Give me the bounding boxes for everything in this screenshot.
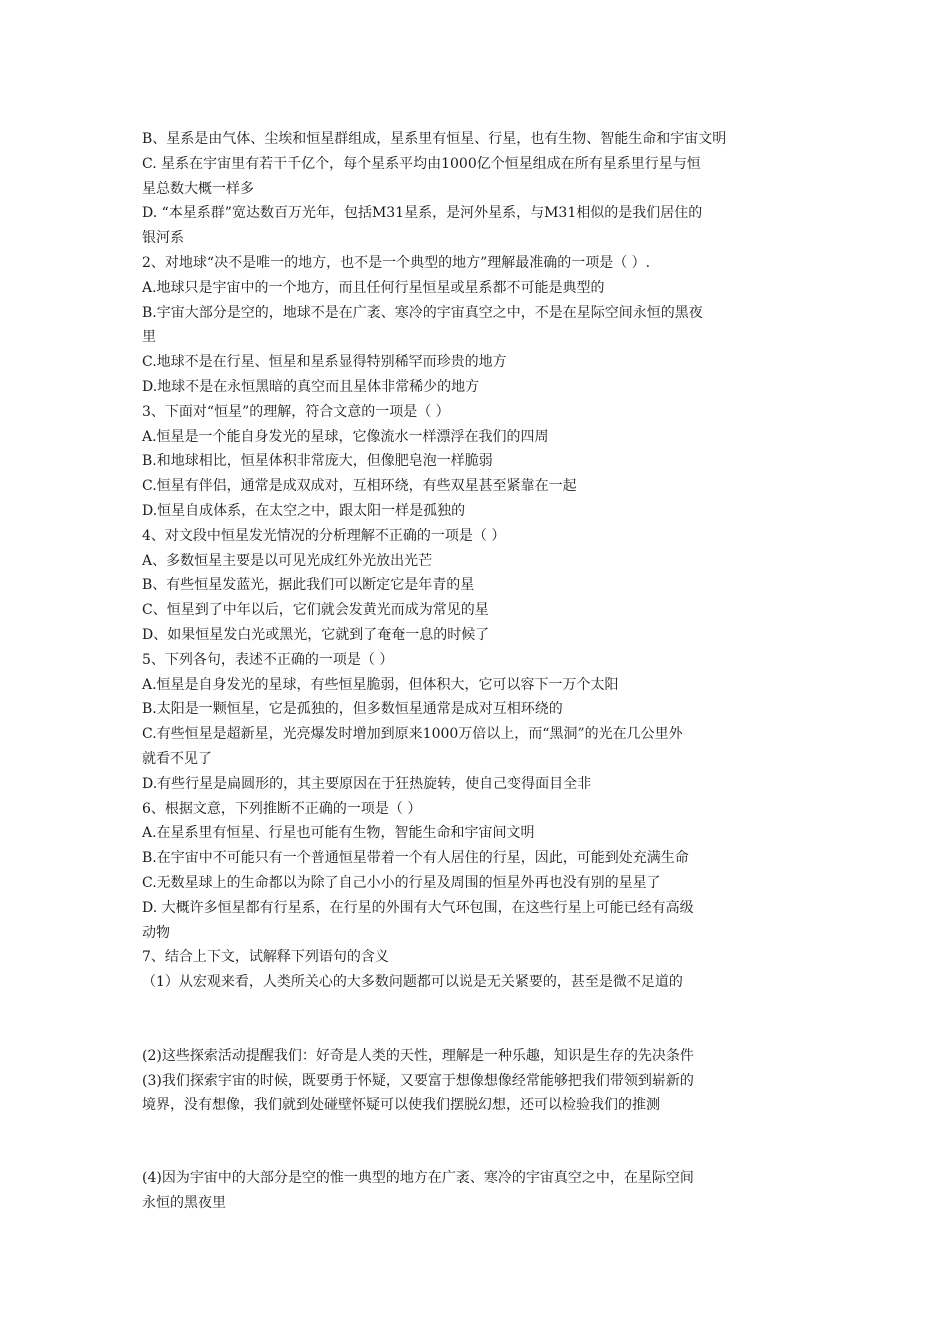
text-line: 5、下列各句，表述不正确的一项是（ ） — [142, 651, 394, 668]
sentence-block-4 — [142, 1166, 822, 1216]
text-line: 境界，没有想像，我们就到处碰壁怀疑可以使我们摆脱幻想，还可以检验我们的推测 — [142, 1097, 660, 1114]
text-line: A.恒星是自身发光的星球，有些恒星脆弱，但体积大，它可以容下一万个太阳 — [142, 676, 619, 693]
text-line: 3、下面对“恒星”的理解，符合文意的一项是（ ） — [142, 403, 450, 420]
text-line: A.在星系里有恒星、行星也可能有生物，智能生命和宇宙间文明 — [142, 825, 535, 842]
text-line: D.地球不是在永恒黑暗的真空而且星体非常稀少的地方 — [142, 378, 480, 395]
text-line: (4)因为宇宙中的大部分是空的惟一典型的地方在广袤、寒冷的宇宙真空之中，在星际空间 — [142, 1170, 694, 1187]
text-line: A.地球只是宇宙中的一个地方，而且任何行星恒星或星系都不可能是典型的 — [142, 279, 605, 296]
questions-block — [142, 127, 822, 995]
text-line: C.无数星球上的生命都以为除了自己小小的行星及周围的恒星外再也没有别的星星了 — [142, 874, 661, 891]
text-line: A.恒星是一个能自身发光的星球，它像流水一样漂浮在我们的四周 — [142, 428, 549, 445]
text-line: 星总数大概一样多 — [142, 180, 254, 197]
text-line: 4、对文段中恒星发光情况的分析理解不正确的一项是（ ） — [142, 527, 506, 544]
text-line: B.太阳是一颗恒星，它是孤独的，但多数恒星通常是成对互相环绕的 — [142, 701, 563, 718]
text-line: C、恒星到了中年以后，它们就会发黄光而成为常见的星 — [142, 602, 489, 619]
answer-space-1 — [142, 995, 822, 1044]
text-line: C.有些恒星是超新星，光亮爆发时增加到原来1000万倍以上，而“黑洞”的光在几公里外 — [142, 726, 683, 743]
text-line: 2、对地球“决不是唯一的地方，也不是一个典型的地方”理解最准确的一项是（ ）. — [142, 254, 651, 271]
document-body — [142, 127, 822, 1216]
text-line: 6、根据文意，下列推断不正确的一项是（ ） — [142, 800, 422, 817]
text-line: D.恒星自成体系，在太空之中，跟太阳一样是孤独的 — [142, 502, 466, 519]
text-line: B.在宇宙中不可能只有一个普通恒星带着一个有人居住的行星，因此，可能到处充满生命 — [142, 850, 689, 867]
text-line: B、星系是由气体、尘埃和恒星群组成，星系里有恒星、行星，也有生物、智能生命和宇宙文明 — [142, 131, 727, 147]
text-line: 里 — [142, 329, 156, 346]
text-line: 银河系 — [142, 230, 184, 247]
text-line: D. 大概许多恒星都有行星系，在行星的外围有大气环包围，在这些行星上可能已经有高级 — [142, 899, 694, 916]
text-line: D. “本星系群”宽达数百万光年，包括M31星系，是河外星系，与M31相似的是我们居住的 — [142, 205, 703, 222]
text-line: D、如果恒星发白光或黑光，它就到了奄奄一息的时候了 — [142, 626, 490, 643]
text-line: 永恒的黑夜里 — [142, 1195, 226, 1212]
text-line: B.和地球相比，恒星体积非常庞大，但像肥皂泡一样脆弱 — [142, 453, 493, 470]
text-line: 7、结合上下文，试解释下列语句的含义 — [142, 949, 389, 966]
text-line: D.有些行星是扁圆形的，其主要原因在于狂热旋转，使自己变得面目全非 — [142, 775, 592, 792]
sentence-block-2-3 — [142, 1044, 822, 1118]
text-line: (3)我们探索宇宙的时候，既要勇于怀疑，又要富于想像想像经常能够把我们带领到崭新的 — [142, 1072, 694, 1089]
text-line: B.宇宙大部分是空的，地球不是在广袤、寒冷的宇宙真空之中，不是在星际空间永恒的黑夜 — [142, 304, 703, 321]
text-line: C.地球不是在行星、恒星和星系显得特别稀罕而珍贵的地方 — [142, 354, 507, 371]
text-line: C.恒星有伴侣，通常是成双成对，互相环绕，有些双星甚至紧靠在一起 — [142, 478, 577, 495]
text-line: (2)这些探索活动提醒我们：好奇是人类的天性，理解是一种乐趣，知识是生存的先决条件 — [142, 1047, 694, 1064]
text-line: A、多数恒星主要是以可见光成红外光放出光芒 — [142, 552, 433, 569]
text-line: B、有些恒星发蓝光，据此我们可以断定它是年青的星 — [142, 577, 475, 594]
text-line: 动物 — [142, 924, 170, 941]
text-line: C. 星系在宇宙里有若干千亿个，每个星系平均由1000亿个恒星组成在所有星系里行星与恒 — [142, 155, 701, 172]
text-line: 就看不见了 — [142, 750, 212, 767]
text-line: （1）从宏观来看，人类所关心的大多数问题都可以说是无关紧要的，甚至是微不足道的 — [142, 974, 683, 991]
answer-space-3 — [142, 1118, 822, 1166]
